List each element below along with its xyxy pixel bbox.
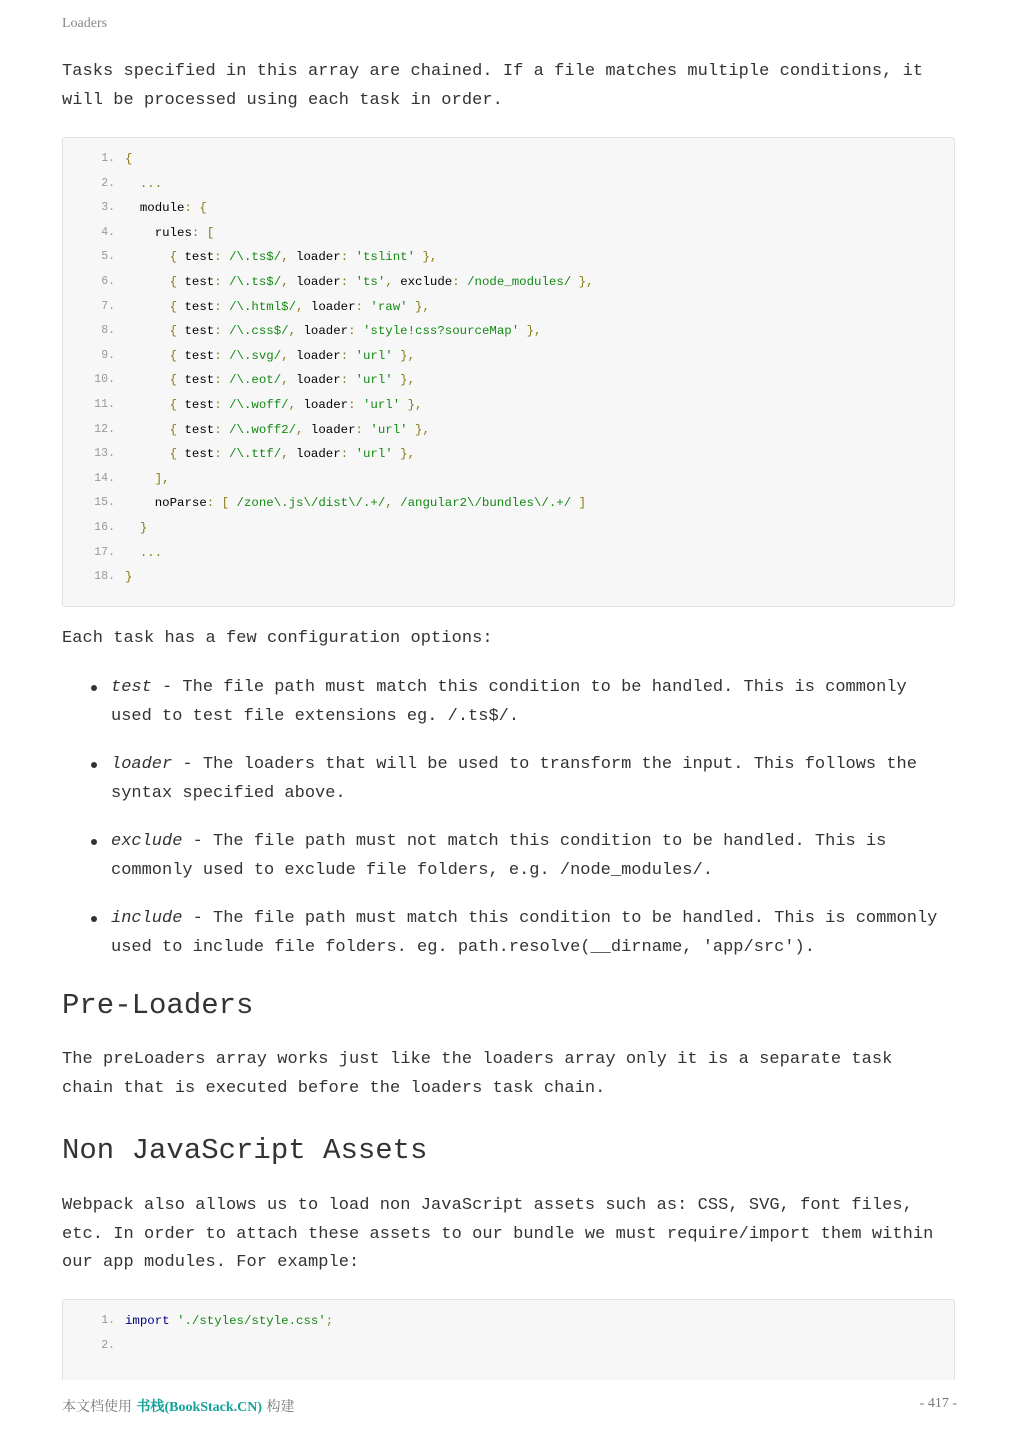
- code-token: :: [340, 373, 356, 388]
- code-text: [125, 368, 415, 393]
- line-number: 18.: [94, 570, 115, 584]
- code-token: [170, 1314, 177, 1328]
- code-token: module: [125, 201, 185, 216]
- code-token: /node_modules/: [467, 274, 572, 289]
- line-number: 2.: [101, 1338, 115, 1352]
- code-token: exclude: [400, 274, 453, 289]
- code-token: loader: [296, 348, 341, 363]
- code-text: [125, 196, 207, 221]
- code-text: [125, 467, 170, 492]
- code-token: rules: [125, 225, 192, 240]
- heading-non-js-assets: Non JavaScript Assets: [62, 1134, 428, 1167]
- code-line: [63, 319, 954, 344]
- code-text: [125, 344, 415, 369]
- code-token: ,: [296, 422, 311, 437]
- code-line: [63, 1334, 954, 1359]
- code-token: {: [125, 447, 185, 462]
- code-line: [63, 491, 954, 516]
- line-number: 1.: [101, 1314, 115, 1327]
- assets-paragraph: Webpack also allows us to load non JavaScript assets such as: CSS, SVG, font files, etc. In order to attach these assets to our bundle we must require/import them within our app modules. For example:: [62, 1196, 934, 1272]
- code-token: :: [214, 348, 230, 363]
- code-token: },: [407, 422, 430, 437]
- code-text: [125, 516, 147, 541]
- code-line: [63, 295, 954, 320]
- code-token: :: [348, 324, 363, 339]
- code-token: /\.ttf/: [229, 447, 282, 462]
- code-token: ,: [281, 447, 297, 462]
- code-line: [63, 467, 954, 492]
- code-lines: [63, 147, 954, 590]
- code-line: [63, 147, 954, 172]
- code-token: loader: [296, 250, 341, 265]
- code-text: [125, 393, 423, 418]
- code-token: /zone\.js\/dist\/.+/: [236, 496, 386, 511]
- code-token: ,: [385, 496, 401, 511]
- code-line: [63, 541, 954, 566]
- code-line: [63, 393, 954, 418]
- code-token: :: [214, 274, 230, 289]
- code-token: ],: [125, 471, 170, 486]
- preloaders-paragraph: The preLoaders array works just like the loaders array only it is a separate task chain that is executed before the loaders task chain.: [62, 1050, 893, 1098]
- code-text: [125, 541, 162, 566]
- code-token: },: [415, 250, 438, 265]
- code-line: [63, 344, 954, 369]
- line-number: 9.: [101, 348, 115, 362]
- code-token: loader: [303, 324, 349, 339]
- code-token: /\.css$/: [229, 324, 289, 339]
- code-line: [63, 565, 954, 590]
- code-line: [63, 442, 954, 467]
- code-token: test: [184, 274, 215, 289]
- code-token: :: [214, 324, 230, 339]
- code-token: test: [184, 422, 215, 437]
- options-list: [62, 674, 957, 982]
- list-item: [62, 674, 957, 731]
- line-number: 4.: [101, 225, 115, 239]
- code-token: }: [125, 520, 148, 535]
- code-token: :: [340, 348, 356, 363]
- code-token: test: [184, 299, 215, 314]
- code-text: [125, 270, 594, 295]
- code-token: 'url': [355, 447, 393, 462]
- option-desc: - The loaders that will be used to transform the input. This follows the syntax specified above.: [111, 755, 917, 803]
- code-token: test: [184, 447, 215, 462]
- code-token: test: [184, 348, 215, 363]
- code-token: test: [184, 397, 215, 412]
- code-line: [63, 368, 954, 393]
- code-lines: [63, 1309, 954, 1358]
- option-desc: - The file path must match this condition to be handled. This is commonly used to test file extensions eg. /.ts$/.: [111, 678, 907, 726]
- code-token: ,: [281, 250, 297, 265]
- code-text: [125, 1309, 333, 1334]
- intro-paragraph: Tasks specified in this array are chained. If a file matches multiple conditions, it will be processed using each task in order.: [62, 62, 924, 110]
- option-term: include: [111, 909, 183, 928]
- code-token: :: [452, 274, 468, 289]
- code-token: ,: [288, 397, 304, 412]
- code-token: './styles/style.css': [177, 1314, 326, 1328]
- code-token: {: [125, 373, 185, 388]
- code-line: [63, 516, 954, 541]
- code-text: [125, 565, 132, 590]
- code-token: },: [392, 348, 416, 363]
- code-text: [125, 147, 132, 172]
- code-line: [63, 221, 954, 246]
- code-token: 'url': [355, 373, 393, 388]
- code-token: :: [214, 250, 230, 265]
- option-term: exclude: [111, 832, 183, 851]
- list-item: [62, 751, 957, 808]
- code-token: ,: [296, 299, 311, 314]
- code-token: },: [392, 373, 416, 388]
- code-token: },: [392, 447, 416, 462]
- code-token: :: [214, 397, 230, 412]
- code-token: loader: [296, 274, 341, 289]
- line-number: 6.: [101, 274, 115, 288]
- code-token: ]: [571, 496, 587, 511]
- code-token: },: [400, 397, 423, 412]
- code-token: ,: [281, 348, 297, 363]
- code-token: /\.svg/: [229, 348, 282, 363]
- code-token: 'ts': [355, 274, 386, 289]
- code-token: 'tslint': [355, 250, 416, 265]
- heading-pre-loaders: Pre-Loaders: [62, 989, 254, 1022]
- code-block-import: [62, 1299, 955, 1380]
- option-desc: - The file path must not match this condition to be handled. This is commonly used to exclude file folders, e.g. /node_modules/.: [111, 832, 887, 880]
- code-token: :: [355, 422, 371, 437]
- code-token: loader: [310, 422, 356, 437]
- code-text: [125, 442, 415, 467]
- line-number: 16.: [94, 520, 115, 534]
- code-token: : [: [191, 225, 215, 240]
- code-token: {: [125, 274, 185, 289]
- code-line: [63, 196, 954, 221]
- code-token: ,: [281, 274, 297, 289]
- footer-suffix: 构建: [262, 1399, 295, 1415]
- code-line: [63, 418, 954, 443]
- options-intro: Each task has a few configuration options:: [62, 629, 493, 648]
- code-token: noParse: [125, 496, 207, 511]
- line-number: 17.: [94, 545, 115, 559]
- code-token: 'style!css?sourceMap': [363, 324, 520, 339]
- line-number: 2.: [101, 176, 115, 190]
- code-token: {: [125, 250, 185, 265]
- code-token: 'url': [355, 348, 393, 363]
- code-token: :: [214, 373, 230, 388]
- code-token: : [: [206, 496, 237, 511]
- line-number: 11.: [94, 397, 115, 411]
- code-text: [125, 418, 430, 443]
- line-number: 10.: [94, 373, 115, 387]
- option-term: test: [111, 678, 152, 697]
- code-token: {: [125, 299, 185, 314]
- line-number: 8.: [101, 324, 115, 338]
- code-token: test: [184, 373, 215, 388]
- code-token: test: [184, 250, 215, 265]
- code-token: ,: [288, 324, 304, 339]
- option-desc: - The file path must match this condition to be handled. This is commonly used to include file folders. eg. path.resolve(__dirname, 'app/src').: [111, 909, 938, 957]
- code-text: [125, 295, 430, 320]
- code-token: ;: [325, 1314, 334, 1328]
- code-line: [63, 245, 954, 270]
- line-number: 7.: [101, 299, 115, 313]
- running-header: Loaders: [62, 16, 108, 31]
- code-token: import: [125, 1314, 170, 1328]
- code-token: /\.html$/: [229, 299, 297, 314]
- code-token: {: [125, 152, 133, 166]
- line-number: 13.: [94, 447, 115, 461]
- code-token: :: [348, 397, 363, 412]
- code-token: /angular2\/bundles\/.+/: [400, 496, 572, 511]
- code-token: :: [340, 447, 356, 462]
- code-token: loader: [310, 299, 356, 314]
- code-token: /\.woff/: [229, 397, 289, 412]
- code-token: ...: [125, 176, 163, 191]
- code-token: },: [407, 299, 430, 314]
- code-token: test: [184, 324, 215, 339]
- page-number: - 417 -: [919, 1396, 957, 1411]
- code-token: loader: [296, 373, 341, 388]
- list-item: [62, 905, 957, 962]
- code-token: {: [125, 422, 185, 437]
- code-token: ,: [281, 373, 297, 388]
- list-item: [62, 828, 957, 885]
- code-block-config: [62, 137, 955, 607]
- line-number: 1.: [101, 152, 115, 165]
- option-term: loader: [111, 755, 173, 774]
- code-text: [125, 491, 586, 516]
- code-text: [125, 319, 541, 344]
- code-line: [63, 172, 954, 197]
- footer-brand-link[interactable]: 书栈(BookStack.CN): [136, 1400, 263, 1415]
- code-token: /\.ts$/: [229, 250, 282, 265]
- code-token: 'url': [370, 422, 408, 437]
- code-token: /\.woff2/: [229, 422, 297, 437]
- code-token: {: [125, 397, 185, 412]
- code-token: :: [355, 299, 371, 314]
- line-number: 5.: [101, 250, 115, 264]
- code-token: :: [214, 447, 230, 462]
- line-number: 3.: [101, 201, 115, 215]
- code-token: ,: [385, 274, 401, 289]
- code-line: [63, 1309, 954, 1334]
- code-text: [125, 172, 162, 197]
- code-text: [125, 245, 437, 270]
- code-token: },: [519, 324, 542, 339]
- code-token: },: [571, 274, 594, 289]
- code-token: {: [125, 348, 185, 363]
- code-token: :: [340, 274, 356, 289]
- code-token: loader: [303, 397, 349, 412]
- code-token: :: [214, 299, 230, 314]
- code-line: [63, 270, 954, 295]
- code-token: :: [340, 250, 356, 265]
- footer-prefix: 本文档使用: [62, 1399, 137, 1415]
- line-number: 15.: [94, 496, 115, 510]
- code-token: /\.eot/: [229, 373, 282, 388]
- code-token: /\.ts$/: [229, 274, 282, 289]
- code-text: [125, 221, 214, 246]
- line-number: 12.: [94, 422, 115, 436]
- code-token: 'raw': [370, 299, 408, 314]
- footer-credit: [62, 1396, 295, 1416]
- code-token: ...: [125, 545, 163, 560]
- code-token: 'url': [363, 397, 401, 412]
- code-token: loader: [296, 447, 341, 462]
- line-number: 14.: [94, 471, 115, 485]
- code-token: :: [214, 422, 230, 437]
- code-token: : {: [184, 201, 207, 216]
- code-token: {: [125, 324, 185, 339]
- code-token: }: [125, 570, 133, 585]
